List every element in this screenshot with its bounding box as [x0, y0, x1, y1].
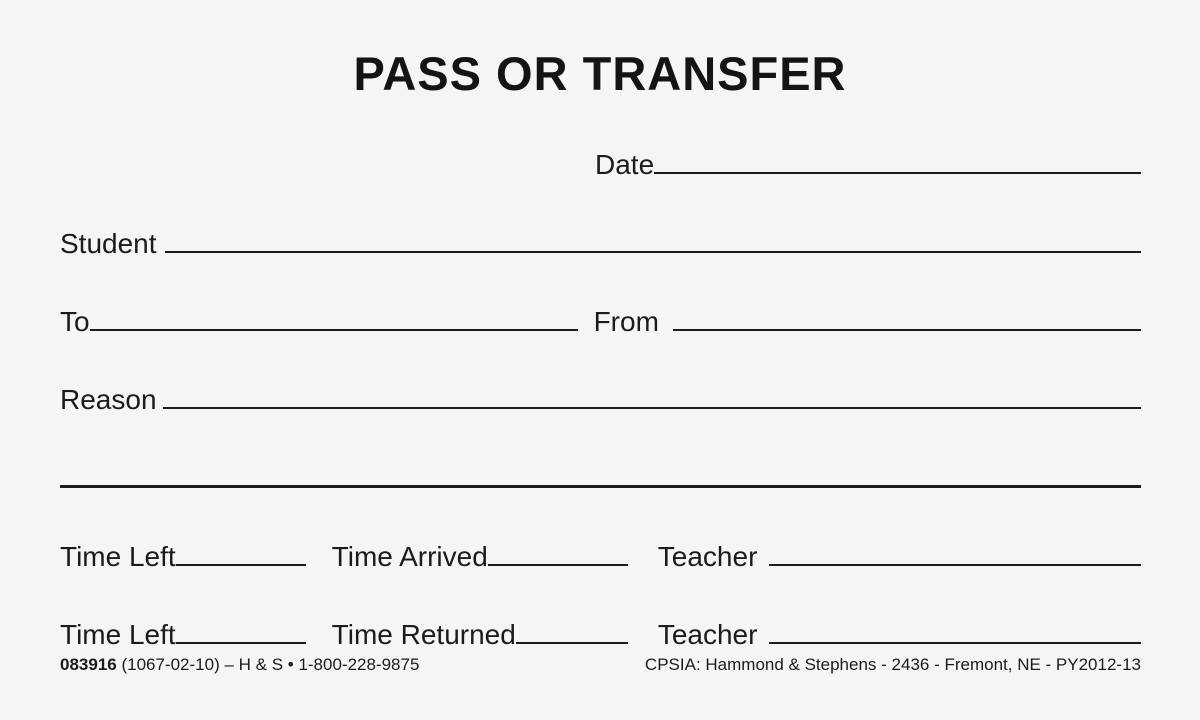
footer-cpsia-notice: CPSIA: Hammond & Stephens - 2436 - Fremont, NE - PY2012-13: [644, 655, 1141, 674]
student-row: [60, 223, 1141, 259]
from-label: From: [593, 306, 659, 337]
time-returned-row: [60, 614, 1141, 650]
from-write-in-line: [673, 305, 1141, 331]
time-left-2-label: Time Left: [60, 619, 176, 650]
form-title: PASS OR TRANSFER: [353, 47, 847, 100]
reason-row: [60, 379, 1141, 415]
date-row: [595, 144, 1141, 180]
reason-label: Reason: [60, 384, 157, 415]
time-left-2-write-in-line: [176, 618, 306, 644]
student-label: Student: [60, 228, 157, 259]
time-arrived-label: Time Arrived: [331, 541, 488, 572]
time-arrived-write-in-line: [488, 540, 628, 566]
time-left-1-write-in-line: [176, 540, 306, 566]
reason-write-in-line: [163, 383, 1141, 409]
to-from-row: [60, 301, 1141, 337]
teacher-1-write-in-line: [769, 540, 1141, 566]
date-write-in-line: [654, 148, 1141, 174]
time-returned-write-in-line: [516, 618, 628, 644]
reason-continuation-line: [60, 485, 1141, 488]
teacher-1-label: Teacher: [657, 541, 758, 572]
time-returned-label: Time Returned: [331, 619, 516, 650]
teacher-2-write-in-line: [769, 618, 1141, 644]
footer-catalog-info: (1067-02-10) – H & S • 1-800-228-9875: [116, 655, 420, 674]
teacher-2-label: Teacher: [657, 619, 758, 650]
time-arrived-row: [60, 536, 1141, 572]
to-label: To: [60, 306, 90, 337]
time-left-1-label: Time Left: [60, 541, 176, 572]
footer-product-code: 083916: [60, 655, 117, 674]
footer: [60, 655, 1141, 675]
to-write-in-line: [90, 305, 578, 331]
date-label: Date: [595, 149, 655, 180]
footer-product-info: [60, 655, 419, 675]
student-write-in-line: [165, 227, 1141, 253]
